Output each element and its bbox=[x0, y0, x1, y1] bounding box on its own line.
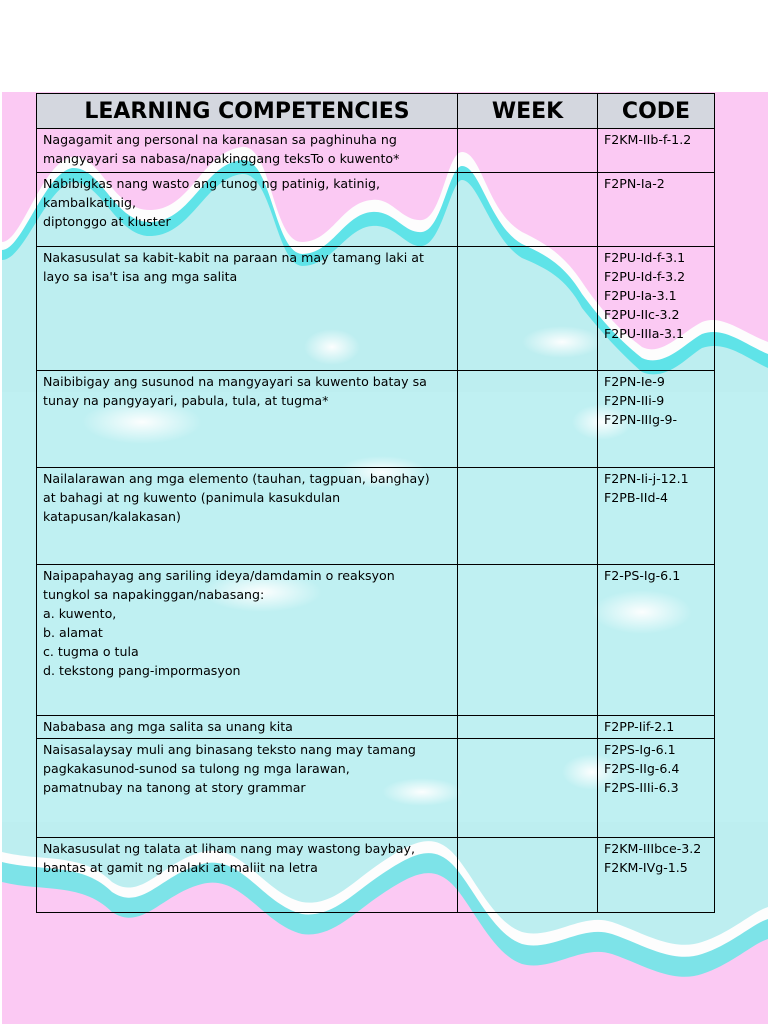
competency-cell bbox=[37, 173, 458, 247]
competency-text: c. tugma o tula bbox=[43, 644, 139, 659]
competency-text: katapusan/kalakasan) bbox=[43, 509, 181, 524]
table-row bbox=[37, 371, 715, 468]
competency-text: Nailalarawan ang mga elemento (tauhan, tagpuan, banghay) bbox=[43, 471, 430, 486]
code-cell bbox=[598, 468, 715, 565]
competency-text: Nakasusulat sa kabit-kabit na paraan na may tamang laki at bbox=[43, 250, 424, 265]
competency-text: diptonggo at kluster bbox=[43, 214, 171, 229]
week-cell bbox=[458, 247, 598, 371]
code-text: F2PN-Ie-9 bbox=[604, 374, 665, 389]
table-row bbox=[37, 247, 715, 371]
week-cell bbox=[458, 838, 598, 913]
code-text: F2PP-Iif-2.1 bbox=[604, 719, 675, 734]
competency-text: a. kuwento, bbox=[43, 606, 117, 621]
code-cell bbox=[598, 371, 715, 468]
code-text: F2PN-IIi-9 bbox=[604, 393, 665, 408]
competency-text: at bahagi at ng kuwento (panimula kasukdulan bbox=[43, 490, 341, 505]
table-row bbox=[37, 716, 715, 739]
code-text: F2KM-IVg-1.5 bbox=[604, 860, 688, 875]
competency-text: Nababasa ang mga salita sa unang kita bbox=[43, 719, 293, 734]
competency-text: pagkakasunod-sunod sa tulong ng mga larawan, bbox=[43, 761, 350, 776]
competency-cell bbox=[37, 716, 458, 739]
table-row bbox=[37, 173, 715, 247]
competency-cell bbox=[37, 565, 458, 716]
competency-cell bbox=[37, 739, 458, 838]
competency-text: tungkol sa napakinggan/nabasang: bbox=[43, 587, 265, 602]
table-row bbox=[37, 565, 715, 716]
code-text: F2PU-IIIa-3.1 bbox=[604, 326, 685, 341]
competency-text: Naisasalaysay muli ang binasang teksto nang may tamang bbox=[43, 742, 416, 757]
header-learning-competencies: LEARNING COMPETENCIES bbox=[37, 94, 458, 129]
week-cell bbox=[458, 716, 598, 739]
code-text: F2-PS-Ig-6.1 bbox=[604, 568, 681, 583]
competency-text: pamatnubay na tanong at story grammar bbox=[43, 780, 306, 795]
code-cell bbox=[598, 129, 715, 173]
competency-cell bbox=[37, 247, 458, 371]
code-text: F2KM-IIIbce-3.2 bbox=[604, 841, 702, 856]
competency-text: Nakasusulat ng talata at liham nang may wastong baybay, bbox=[43, 841, 415, 856]
competency-text: mangyayari sa nabasa/napakinggang teksTo o kuwento* bbox=[43, 151, 400, 166]
table-row bbox=[37, 129, 715, 173]
code-text: F2PU-IIc-3.2 bbox=[604, 307, 680, 322]
code-text: F2PS-IIg-6.4 bbox=[604, 761, 680, 776]
competency-text: layo sa isa't isa ang mga salita bbox=[43, 269, 238, 284]
competency-text: bantas at gamit ng malaki at maliit na letra bbox=[43, 860, 318, 875]
competency-cell bbox=[37, 371, 458, 468]
code-text: F2PN-IIIg-9- bbox=[604, 412, 678, 427]
code-text: F2PN-Ii-j-12.1 bbox=[604, 471, 689, 486]
competency-text: Nagagamit ang personal na karanasan sa paghinuha ng bbox=[43, 132, 397, 147]
header-code: CODE bbox=[598, 94, 715, 129]
table-header-row bbox=[37, 94, 715, 129]
competency-text: b. alamat bbox=[43, 625, 103, 640]
week-cell bbox=[458, 739, 598, 838]
code-text: F2PB-IId-4 bbox=[604, 490, 669, 505]
code-text: F2PN-Ia-2 bbox=[604, 176, 665, 191]
code-text: F2PU-Id-f-3.1 bbox=[604, 250, 686, 265]
week-cell bbox=[458, 371, 598, 468]
competency-cell bbox=[37, 468, 458, 565]
competency-text: tunay na pangyayari, pabula, tula, at tugma* bbox=[43, 393, 329, 408]
learning-competencies-table bbox=[36, 93, 715, 913]
code-cell bbox=[598, 247, 715, 371]
week-cell bbox=[458, 468, 598, 565]
competency-text: Nabibigkas nang wasto ang tunog ng patinig, katinig, bbox=[43, 176, 380, 191]
code-cell bbox=[598, 565, 715, 716]
code-text: F2PS-Ig-6.1 bbox=[604, 742, 676, 757]
competency-text: kambalkatinig, bbox=[43, 195, 136, 210]
code-text: F2PS-IIIi-6.3 bbox=[604, 780, 679, 795]
header-week: WEEK bbox=[458, 94, 598, 129]
code-cell bbox=[598, 716, 715, 739]
week-cell bbox=[458, 565, 598, 716]
competency-cell bbox=[37, 838, 458, 913]
code-cell bbox=[598, 173, 715, 247]
code-text: F2PU-Ia-3.1 bbox=[604, 288, 677, 303]
week-cell bbox=[458, 129, 598, 173]
competency-text: Naipapahayag ang sariling ideya/damdamin o reaksyon bbox=[43, 568, 395, 583]
code-cell bbox=[598, 739, 715, 838]
competency-text: Naibibigay ang susunod na mangyayari sa kuwento batay sa bbox=[43, 374, 427, 389]
table-row bbox=[37, 838, 715, 913]
code-text: F2KM-IIb-f-1.2 bbox=[604, 132, 692, 147]
table-row bbox=[37, 739, 715, 838]
code-cell bbox=[598, 838, 715, 913]
table-row bbox=[37, 468, 715, 565]
week-cell bbox=[458, 173, 598, 247]
code-text: F2PU-Id-f-3.2 bbox=[604, 269, 686, 284]
competency-text: d. tekstong pang-impormasyon bbox=[43, 663, 241, 678]
competency-cell bbox=[37, 129, 458, 173]
